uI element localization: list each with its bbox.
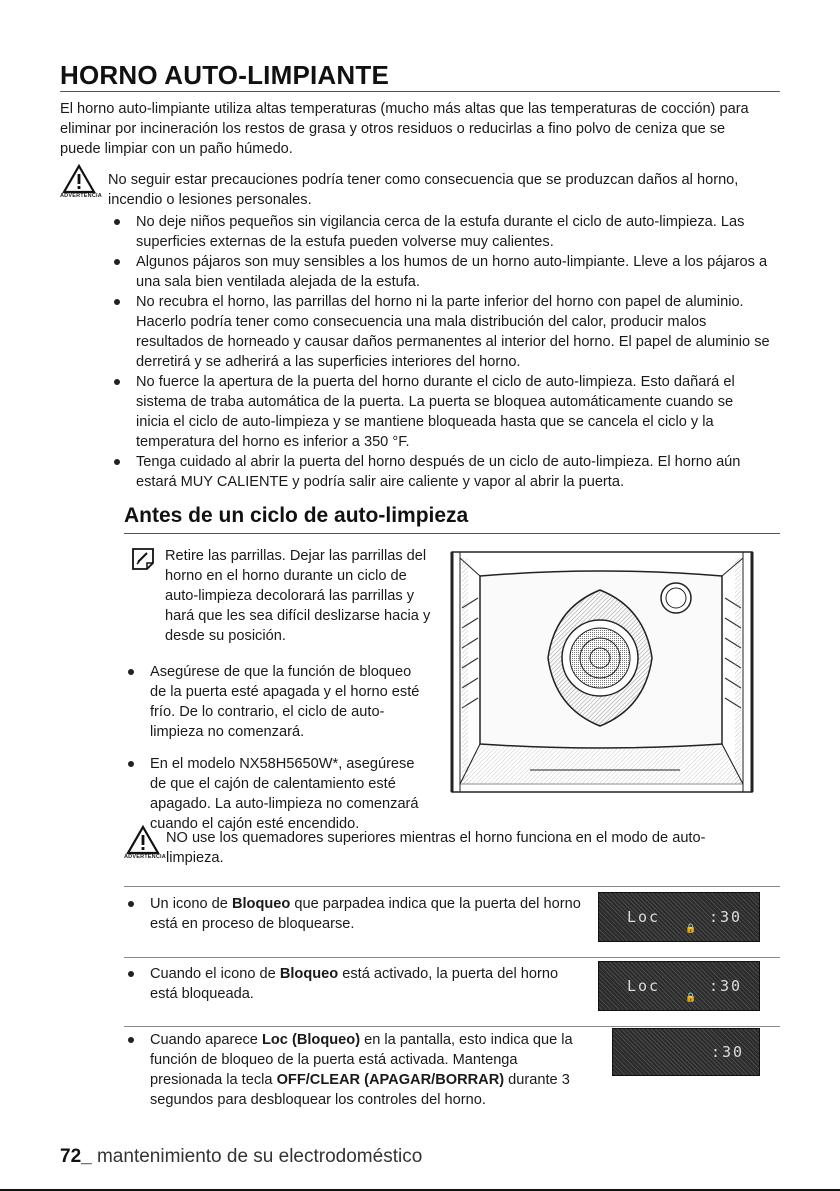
warning-text: No seguir estar precauciones podría tener como consecuencia que se produzcan daños al horno, incendio o lesiones personales. bbox=[108, 172, 739, 208]
list-item: No recubra el horno, las parrillas del horno ni la parte inferior del horno con papel de aluminio. Hacerlo podría tener como consecuencia una mala distribución del calor, producir malos resultados de horneado y causar daños permanentes al interior del horno. El papel de aluminio se derretirá y se adherirá a las superficies interiores del horno. bbox=[110, 292, 770, 372]
bold-term: Bloqueo bbox=[231, 896, 291, 912]
note-text: Retire las parrillas. Dejar las parrillas del horno en el horno durante un ciclo de auto-limpieza decolorará las parrillas y hará que les sea difícil deslizarse hacia y desde su posición. bbox=[165, 548, 431, 644]
subtitle-divider bbox=[124, 533, 780, 534]
warning-caption: ADVERTENCIA bbox=[124, 854, 166, 860]
row-divider bbox=[124, 957, 780, 958]
list-item bbox=[124, 894, 584, 934]
text-span: en la pantalla, esto indica que la función de bloqueo de la puerta está activada. Mantenga presionada la tecla bbox=[150, 1032, 573, 1088]
list-item bbox=[124, 1030, 584, 1110]
page-title: HORNO AUTO-LIMPIANTE bbox=[60, 60, 389, 90]
display-time: :30 bbox=[709, 977, 743, 995]
lock-row-3 bbox=[124, 1030, 584, 1110]
lock-display-3 bbox=[612, 1028, 760, 1076]
lock-row-1 bbox=[124, 894, 584, 934]
lock-row-2 bbox=[124, 964, 584, 1004]
page-footer bbox=[60, 1146, 422, 1168]
row-divider bbox=[124, 1026, 780, 1027]
list-item-text: En el modelo NX58H5650W*, asegúrese de que el cajón de calentamiento esté apagado. La auto-limpieza no comenzará cuando el cajón esté encendido. bbox=[150, 756, 419, 832]
display-time: :30 bbox=[711, 1043, 745, 1061]
text-span: está activado, la puerta del horno está bloqueada. bbox=[150, 966, 559, 1002]
title-divider bbox=[60, 91, 780, 92]
lock-icon: 🔒 bbox=[685, 992, 697, 1002]
list-item bbox=[124, 964, 584, 1004]
text-span: Cuando el icono de bbox=[150, 966, 280, 982]
text-span: durante 3 segundos para desbloquear los controles del horno. bbox=[150, 1072, 570, 1108]
display-text: Loc bbox=[627, 908, 661, 926]
list-item: Algunos pájaros son muy sensibles a los humos de un horno auto-limpiante. Lleve a los pájaros a una sala bien ventilada alejada de la estufa. bbox=[110, 252, 770, 292]
warning-text: NO use los quemadores superiores mientras el horno funciona en el modo de auto-limpieza. bbox=[166, 830, 706, 866]
text-span: que parpadea indica que la puerta del horno está en proceso de bloquearse. bbox=[150, 896, 581, 932]
pre-clean-bullet-list-2 bbox=[124, 754, 684, 834]
bold-term: Bloqueo bbox=[279, 966, 339, 982]
bold-term: OFF/CLEAR (APAGAR/BORRAR) bbox=[276, 1072, 505, 1088]
list-item: No deje niños pequeños sin vigilancia cerca de la estufa durante el ciclo de auto-limpieza. Las superficies externas de la estufa pueden volverse muy calientes. bbox=[110, 212, 770, 252]
display-text: Loc bbox=[627, 977, 661, 995]
lock-display-2 bbox=[598, 961, 760, 1011]
warning-icon bbox=[60, 163, 102, 207]
text-span: Un icono de bbox=[150, 896, 232, 912]
text-span: Cuando aparece bbox=[150, 1032, 262, 1048]
footer-text: mantenimiento de su electrodoméstico bbox=[91, 1146, 423, 1167]
row-divider bbox=[124, 886, 780, 887]
display-time: :30 bbox=[709, 908, 743, 926]
bold-term: Loc (Bloqueo) bbox=[261, 1032, 361, 1048]
lock-icon: 🔒 bbox=[685, 923, 697, 933]
lock-display-1 bbox=[598, 892, 760, 942]
page-number: 72_ bbox=[60, 1146, 92, 1167]
section-subtitle: Antes de un ciclo de auto-limpieza bbox=[124, 504, 469, 527]
warning-caption: ADVERTENCIA bbox=[60, 193, 102, 199]
list-item: Tenga cuidado al abrir la puerta del horno después de un ciclo de auto-limpieza. El horno aún estará MUY CALIENTE y podría salir aire caliente y vapor al abrir la puerta. bbox=[110, 452, 770, 492]
list-item bbox=[124, 754, 684, 834]
safety-bullet-list bbox=[110, 212, 770, 492]
warning-icon bbox=[124, 824, 166, 868]
list-item: No fuerce la apertura de la puerta del horno durante el ciclo de auto-limpieza. Esto dañará el sistema de traba automática de la puerta. La puerta se bloquea automáticamente cuando se inicia el ciclo de auto-limpieza y se mantiene bloqueada hasta que se cancela el ciclo y la temperatura del horno es inferior a 350 °F. bbox=[110, 372, 770, 452]
list-item: Asegúrese de que la función de bloqueo de la puerta esté apagada y el horno esté frío. De lo contrario, el ciclo de auto-limpieza no comenzará. bbox=[124, 662, 424, 742]
intro-paragraph: El horno auto-limpiante utiliza altas temperaturas (mucho más altas que las temperaturas de cocción) para eliminar por incineración los restos de grasa y otros residuos o reducirlas a fino polvo de ceniza que se puede limpiar con un paño húmedo. bbox=[60, 101, 749, 157]
note-icon bbox=[131, 547, 155, 571]
pre-clean-bullet-list bbox=[124, 662, 424, 742]
